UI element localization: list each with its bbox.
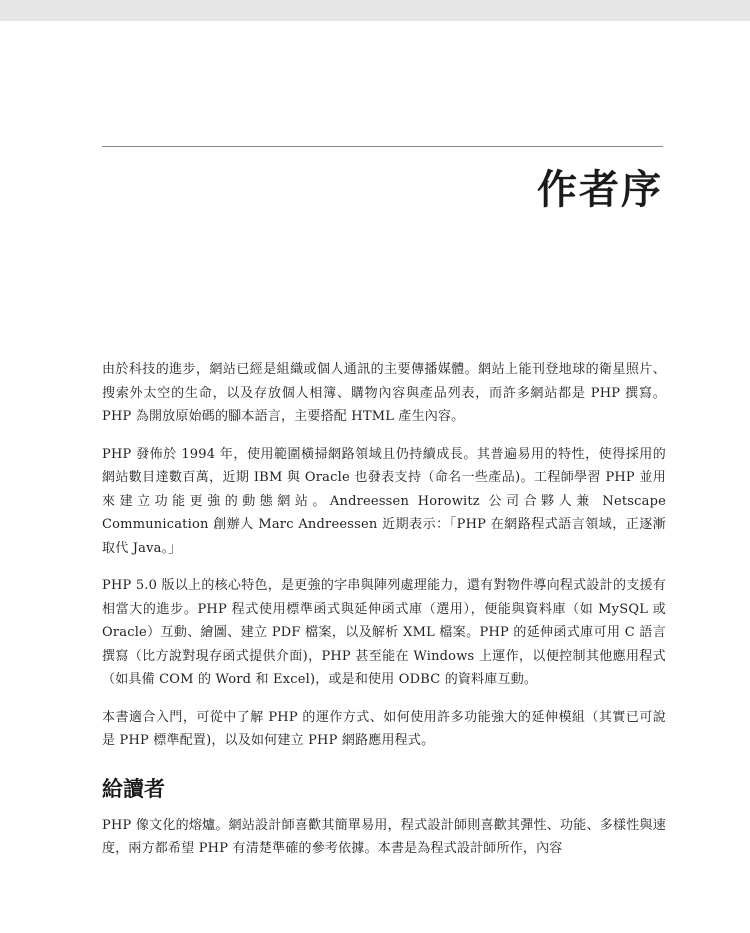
- title-rule: [102, 146, 663, 147]
- paragraph-readers: PHP 像文化的熔爐。網站設計師喜歡其簡單易用，程式設計師則喜歡其彈性、功能、多樣性與速度，兩方都希望 PHP 有清楚準確的參考依據。本書是為程式設計師所作，內容: [102, 817, 666, 857]
- body-text: [102, 358, 666, 875]
- paragraph-intro: 由於科技的進步，網站已經是組織或個人通訊的主要傳播媒體。網站上能刊登地球的衛星照片、搜索外太空的生命，以及存放個人相簿、購物內容與產品列表，而許多網站都是 PHP 撰寫。PHP 為開放原始碼的腳本語言，主要搭配 HTML 產生內容。: [102, 362, 666, 424]
- paragraph-history: PHP 發佈於 1994 年，使用範圍橫掃網路領域且仍持續成長。其普遍易用的特性，使得採用的網站數目達數百萬，近期 IBM 與 Oracle 也發表支持（命名一些產品)。工程師學習 PHP 並用來建立功能更強的動態網站。Andreessen Horowitz 公司合夥人兼 Netscape Communication 創辦人 Marc Andreessen 近期表示：「PHP 在網路程式語言領域，正逐漸取代 Java。」: [102, 446, 666, 556]
- section-heading-readers: 給讀者: [102, 776, 165, 801]
- chapter-title: 作者序: [537, 167, 663, 213]
- top-margin-bar: [0, 0, 750, 21]
- paragraph-audience: 本書適合入門，可從中了解 PHP 的運作方式、如何使用許多功能強大的延伸模組（其實已可說是 PHP 標準配置)，以及如何建立 PHP 網路應用程式。: [102, 709, 666, 748]
- paragraph-features: PHP 5.0 版以上的核心特色，是更強的字串與陣列處理能力，還有對物件導向程式設計的支援有相當大的進步。PHP 程式使用標準函式與延伸函式庫（選用），便能與資料庫（如 MySQL 或 Oracle）互動、繪圖、建立 PDF 檔案，以及解析 XML 檔案。PHP 的延伸函式庫可用 C 語言撰寫（比方說對現存函式提供介面)，PHP 甚至能在 Windows 上運作，以便控制其他應用程式（如具備 COM 的 Word 和 Excel)，或是和使用 ODBC 的資料庫互動。: [102, 578, 666, 687]
